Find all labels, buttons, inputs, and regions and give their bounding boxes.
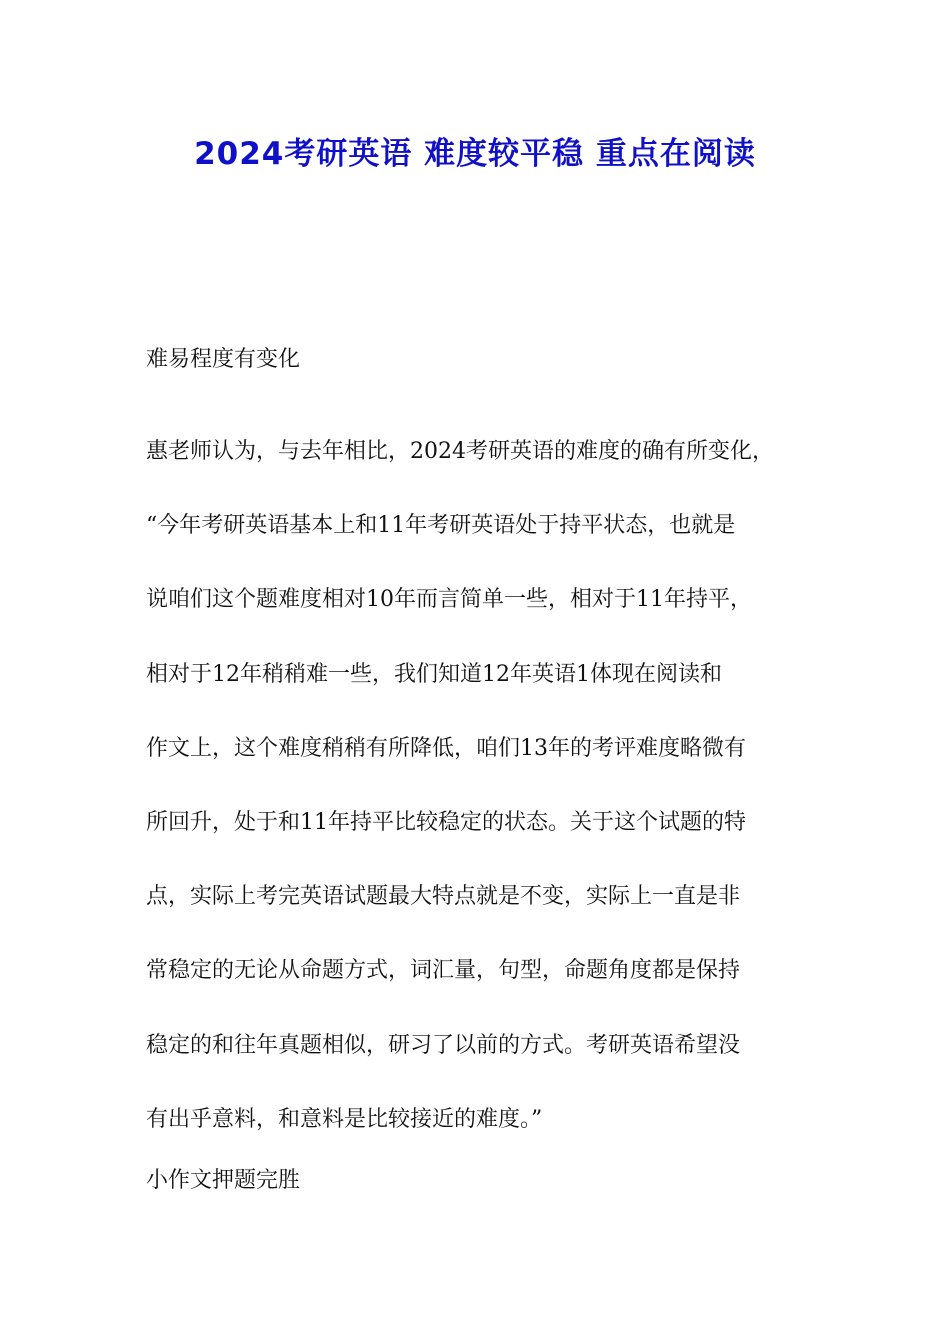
paragraph-line: 稳定的和往年真题相似，研习了以前的方式。考研英语希望没 bbox=[146, 1032, 741, 1058]
paragraph-line: 点，实际上考完英语试题最大特点就是不变，实际上一直是非 bbox=[146, 884, 741, 910]
body-paragraph bbox=[146, 415, 816, 1157]
paragraph-line: 惠老师认为，与去年相比，2024考研英语的难度的确有所变化， bbox=[146, 439, 774, 464]
document-title: 2024考研英语 难度较平稳 重点在阅读 bbox=[194, 136, 756, 172]
paragraph-line: 说咱们这个题难度相对10年而言简单一些，相对于11年持平， bbox=[146, 587, 752, 613]
paragraph-line: 作文上，这个难度稍稍有所降低，咱们13年的考评难度略微有 bbox=[146, 735, 746, 761]
paragraph-line: 常稳定的无论从命题方式，词汇量，句型，命题角度都是保持 bbox=[146, 958, 741, 984]
section-heading-difficulty: 难易程度有变化 bbox=[146, 347, 301, 372]
section-heading-essay: 小作文押题完胜 bbox=[146, 1168, 301, 1193]
paragraph-line: “今年考研英语基本上和11年考研英语处于持平状态，也就是 bbox=[146, 513, 736, 539]
paragraph-line: 有出乎意料，和意料是比较接近的难度。” bbox=[146, 1106, 543, 1132]
paragraph-line: 所回升，处于和11年持平比较稳定的状态。关于这个试题的特 bbox=[146, 809, 746, 835]
paragraph-line: 相对于12年稍稍难一些，我们知道12年英语1体现在阅读和 bbox=[146, 661, 722, 687]
